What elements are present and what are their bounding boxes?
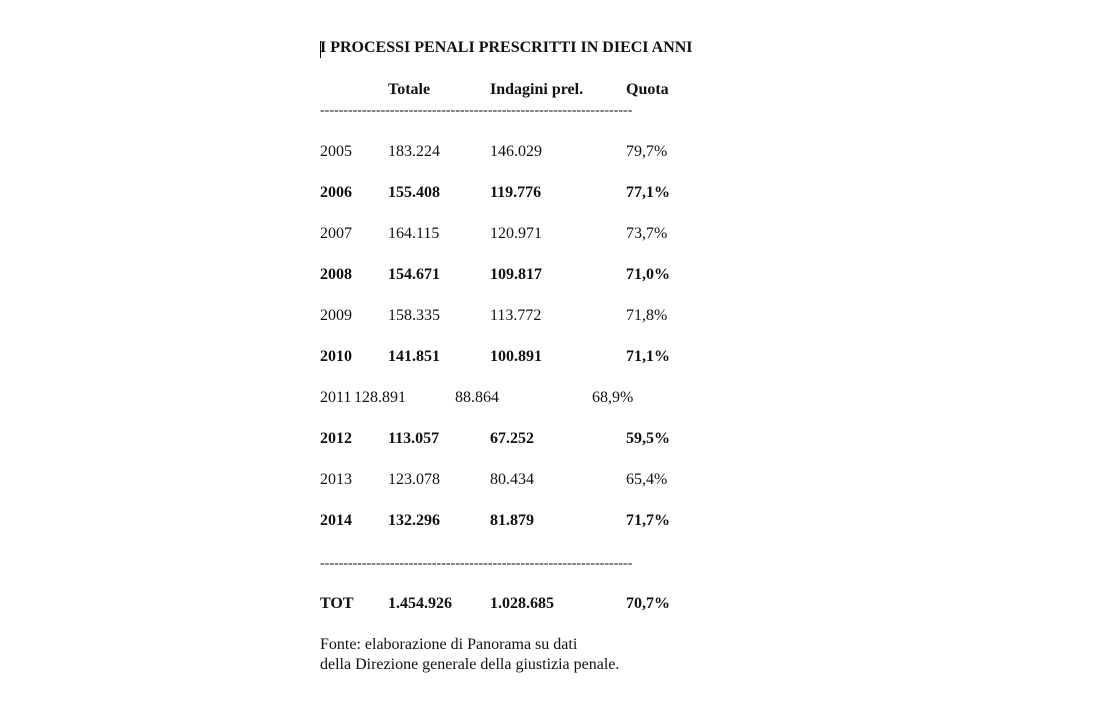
row-2012-quota: 59,5% — [626, 430, 670, 447]
row-2014-totale: 132.296 — [388, 512, 440, 529]
separator-top: ------------------------------------------------------------------- — [320, 103, 633, 118]
row-2012-totale: 113.057 — [388, 430, 440, 447]
row-2010-totale: 141.851 — [388, 348, 440, 365]
row-2005-totale: 183.224 — [388, 143, 440, 160]
row-2011-quota: 68,9% — [592, 389, 634, 406]
total-quota: 70,7% — [626, 595, 670, 612]
row-2007-totale: 164.115 — [388, 225, 440, 242]
header-quota: Quota — [626, 81, 669, 98]
total-label: TOT — [320, 595, 354, 612]
row-2008-quota: 71,0% — [626, 266, 670, 283]
row-2006-totale: 155.408 — [388, 184, 440, 201]
row-2005-indagini: 146.029 — [490, 143, 542, 160]
row-2009-anno: 2009 — [320, 307, 352, 324]
row-2010-anno: 2010 — [320, 348, 352, 365]
table-title: I PROCESSI PENALI PRESCRITTI IN DIECI ANNI — [320, 39, 693, 56]
total-totale: 1.454.926 — [388, 595, 452, 612]
row-2005-quota: 79,7% — [626, 143, 668, 160]
row-2007-anno: 2007 — [320, 225, 352, 242]
row-2014-anno: 2014 — [320, 512, 352, 529]
row-2013-quota: 65,4% — [626, 471, 668, 488]
row-2009-indagini: 113.772 — [490, 307, 542, 324]
row-2012-indagini: 67.252 — [490, 430, 534, 447]
separator-bottom: ------------------------------------------------------------------- — [320, 556, 633, 571]
header-indagini: Indagini prel. — [490, 81, 584, 98]
row-2013-anno: 2013 — [320, 471, 352, 488]
total-indagini: 1.028.685 — [490, 595, 554, 612]
row-2009-totale: 158.335 — [388, 307, 440, 324]
row-2006-indagini: 119.776 — [490, 184, 542, 201]
row-2007-quota: 73,7% — [626, 225, 668, 242]
row-2010-quota: 71,1% — [626, 348, 670, 365]
row-2010-indagini: 100.891 — [490, 348, 542, 365]
source-line-1: Fonte: elaborazione di Panorama su dati — [320, 636, 578, 653]
row-2008-indagini: 109.817 — [490, 266, 542, 283]
header-totale: Totale — [388, 81, 431, 98]
row-2006-quota: 77,1% — [626, 184, 670, 201]
row-2005-anno: 2005 — [320, 143, 352, 160]
row-2006-anno: 2006 — [320, 184, 352, 201]
row-2008-totale: 154.671 — [388, 266, 440, 283]
source-line-2: della Direzione generale della giustizia penale. — [320, 656, 620, 673]
row-2013-indagini: 80.434 — [490, 471, 534, 488]
row-2008-anno: 2008 — [320, 266, 352, 283]
row-2012-anno: 2012 — [320, 430, 352, 447]
row-2011-anno: 2011 — [320, 389, 352, 406]
row-2009-quota: 71,8% — [626, 307, 668, 324]
row-2011-totale: 128.891 — [354, 389, 406, 406]
row-2011-indagini: 88.864 — [455, 389, 499, 406]
row-2014-quota: 71,7% — [626, 512, 670, 529]
row-2007-indagini: 120.971 — [490, 225, 542, 242]
row-2014-indagini: 81.879 — [490, 512, 534, 529]
row-2013-totale: 123.078 — [388, 471, 440, 488]
